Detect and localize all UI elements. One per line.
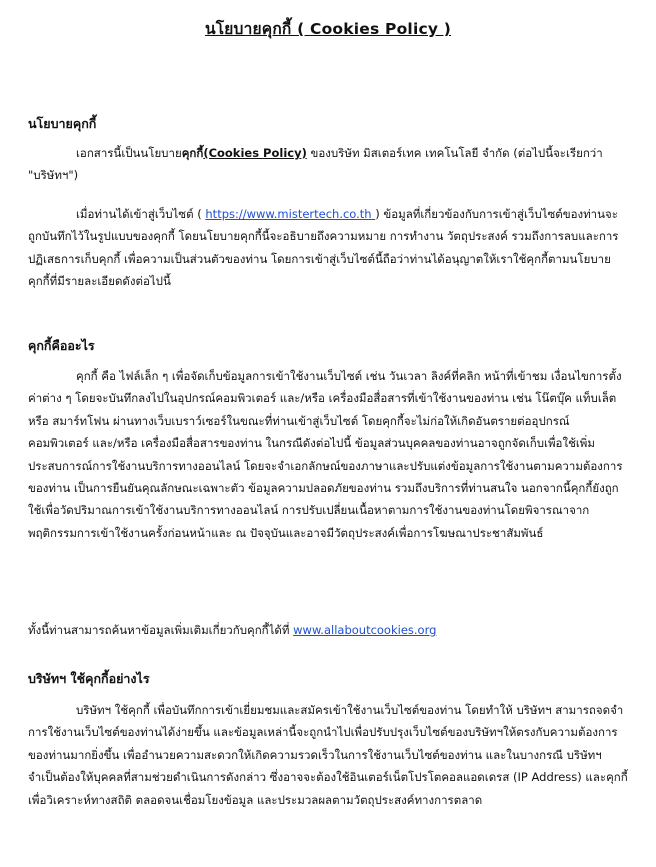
section-heading-cookie-policy: นโยบายคุกกี้ bbox=[28, 116, 97, 131]
intro-text-pre: เอกสารนี้เป็นนโยบาย bbox=[76, 146, 182, 160]
section-heading-what-is-cookie: คุกกี้คืออะไร bbox=[28, 338, 95, 353]
paragraph-website-access bbox=[28, 203, 628, 293]
what-is-cookie-text: คุกกี้ คือ ไฟล์เล็ก ๆ เพื่อจัดเก็บข้อมูลการเข้าใช้งานเว็บไซต์ เช่น วันเวลา ลิงค์ที่คลิก หน้าที่เข้าชม เงื่อนไขการตั้งค่าต่าง ๆ โดยจะบันทึกลงไปในอุปกรณ์คอมพิวเตอร์ และ/หรือ เครื่องมือสื่อสารที่เข้าใช้งานของท่าน เช่น โน๊ตบุ๊ค แท็บเล็ต หรือ สมาร์ทโฟน ผ่านทางเว็บเบราว์เซอร์ในขณะที่ท่านเข้าสู่เว็บไซต์ โดยคุกกี้จะไม่ก่อให้เกิดอันตรายต่ออุปกรณ์คอมพิวเตอร์ และ/หรือ เครื่องมือสื่อสารของท่าน ในกรณีดังต่อไปนี้ ข้อมูลส่วนบุคคลของท่านอาจถูกจัดเก็บเพื่อใช้เพิ่มประสบการณ์การใช้งานบริการทางออนไลน์ โดยจะจำเอกลักษณ์ของภาษาและปรับแต่งข้อมูลการใช้งานตามความต้องการของท่าน เป็นการยืนยันคุณลักษณะเฉพาะตัว ข้อมูลความปลอดภัยของท่าน รวมถึงบริการที่ท่านสนใจ นอกจากนี้คุกกี้ยังถูกใช้เพื่อวัดปริมาณการเข้าใช้งานบริการทางออนไลน์ การปรับเปลี่ยนเนื้อหาตามการใช้งานของท่านโดยพิจารณาจากพฤติกรรมการเข้าใช้งานครั้งก่อนหน้าและ ณ ปัจจุบันและอาจมีวัตถุประสงค์เพื่อการโฆษณาประชาสัมพันธ์ bbox=[28, 369, 623, 540]
how-company-uses-text: บริษัทฯ ใช้คุกกี้ เพื่อบันทึกการเข้าเยี่ยมชมและสมัครเข้าใช้งานเว็บไซต์ของท่าน โดยทำให้ บริษัทฯ สามารถจดจำการใช้งานเว็บไซต์ของท่านได้ง่ายขึ้น และข้อมูลเหล่านี้จะถูกนำไปเพื่อปรับปรุงเว็บไซต์ของบริษัทฯให้ตรงกับความต้องการของท่านมากยิ่งขึ้น เพื่ออำนวยความสะดวกให้เกิดความรวดเร็วในการใช้งานเว็บไซต์ของท่าน และในบางกรณี บริษัทฯ จำเป็นต้องให้บุคคลที่สามช่วยดำเนินการดังกล่าว ซึ่งอาจจะต้องใช้อินเตอร์เน็ตโปรโตคอลแอดเดรส (IP Address) และคุกกี้เพื่อวิเคราะห์ทางสถิติ ตลอดจนเชื่อมโยงข้อมูล และประมวลผลตามวัตถุประสงค์ทางการตลาด bbox=[28, 703, 628, 807]
paragraph-more-info bbox=[28, 619, 628, 641]
access-text-pre: เมื่อท่านได้เข้าสู่เว็บไซต์ ( bbox=[76, 207, 206, 221]
intro-bold-cookie: คุกกี้ bbox=[181, 146, 204, 160]
paragraph-how-company-uses bbox=[28, 699, 628, 811]
more-info-text: ทั้งนี้ท่านสามารถค้นหาข้อมูลเพิ่มเติมเกี่ยวกับคุกกี้ได้ที่ bbox=[28, 623, 294, 637]
paragraph-intro bbox=[28, 142, 628, 187]
mistertech-website-link[interactable]: https://www.mistertech.co.th bbox=[205, 207, 376, 221]
intro-cookies-policy-label: (Cookies Policy) bbox=[203, 146, 307, 160]
paragraph-what-is-cookie bbox=[28, 365, 628, 544]
access-text-post: ) ข้อมูลที่เกี่ยวข้องกับการเข้าสู่เว็บไซต์ของท่านจะถูกบันทึกไว้ในรูปแบบของคุกกี้ โดยนโยบายคุกกี้นี้จะอธิบายถึงความหมาย การทำงาน วัตถุประสงค์ รวมถึงการลบและการปฏิเสธการเก็บคุกกี้ เพื่อความเป็นส่วนตัวของท่าน โดยการเข้าสู่เว็บไซต์นี้ถือว่าท่านได้อนุญาตให้เราใช้คุกกี้ตามนโยบายคุกกี้ที่มีรายละเอียดดังต่อไปนี้ bbox=[28, 207, 619, 289]
intro-text-post: ของบริษัท มิสเตอร์เทค เทคโนโลยี จำกัด (ต่อไปนี้จะเรียกว่า "บริษัทฯ") bbox=[28, 146, 603, 183]
section-heading-how-company-uses: บริษัทฯ ใช้คุกกี้อย่างไร bbox=[28, 671, 150, 686]
allaboutcookies-link[interactable]: www.allaboutcookies.org bbox=[293, 623, 437, 637]
page-title: นโยบายคุกกี้ ( Cookies Policy ) bbox=[204, 20, 452, 38]
